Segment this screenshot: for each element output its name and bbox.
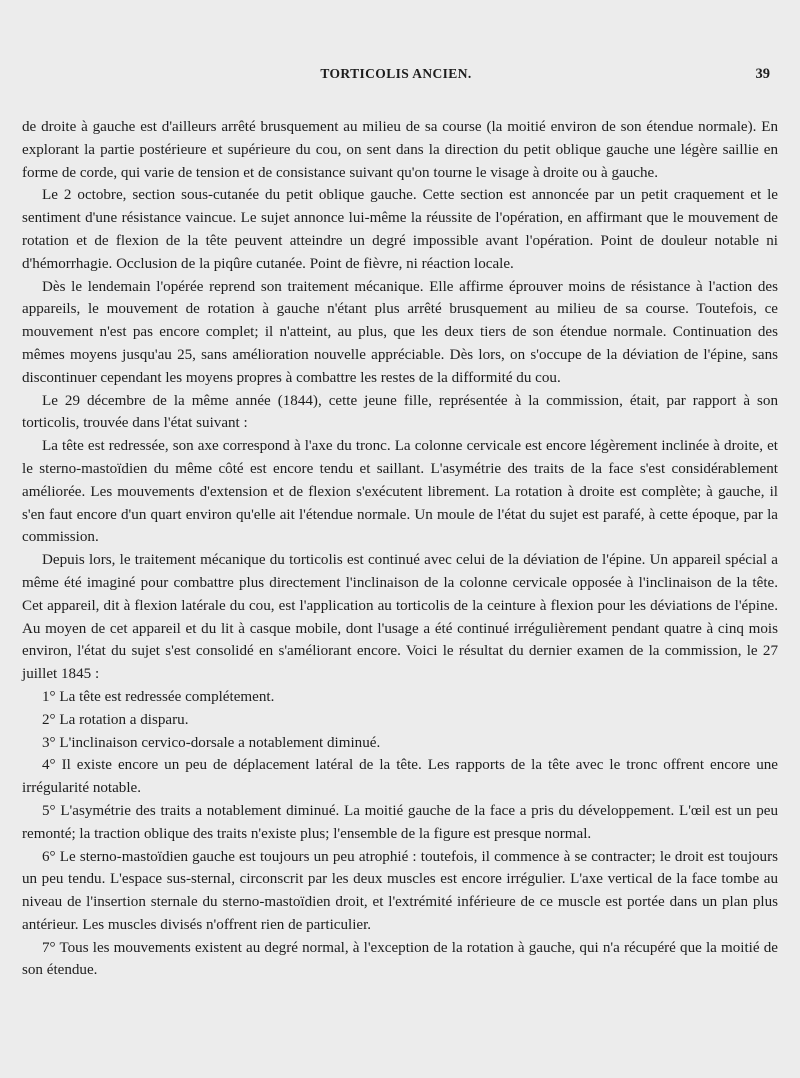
list-item-number: 1°	[42, 688, 56, 705]
list-item-text: Il existe encore un peu de déplacement latéral de la tête. Les rapports de la tête avec le tronc offrent encore une irrégularité notable.	[22, 757, 778, 797]
list-item-number: 2°	[42, 711, 56, 728]
list-item-number: 6°	[42, 848, 56, 865]
list-item-text: L'asymétrie des traits a notablement diminué. La moitié gauche de la face a pris du développement. L'œil est un peu remonté; la traction oblique des traits n'existe plus; l'ensemble de la figure est presque normal.	[22, 802, 779, 842]
running-header	[22, 66, 770, 86]
list-item	[22, 800, 778, 846]
list-item	[22, 754, 778, 800]
paragraph: Dès le lendemain l'opérée reprend son traitement mécanique. Elle affirme éprouver moins de résistance à l'action des appareils, le mouvement de rotation à gauche n'étant plus arrêté brusquement au milieu de sa course. Toutefois, ce mouvement n'est pas encore complet; il n'atteint, au plus, que les deux tiers de son étendue normale. Continuation des mêmes moyens jusqu'au 25, sans amélioration nouvelle appréciable. Dès lors, on s'occupe de la déviation de l'épine, sans discontinuer cependant les moyens propres à combattre les restes de la difformité du cou.	[22, 278, 778, 386]
paragraph-continued: de droite à gauche est d'ailleurs arrêté brusquement au milieu de sa course (la moitié environ de son étendue normale). En explorant la partie postérieure et supérieure du cou, on sent dans la direction du petit oblique gauche une légère saillie en forme de corde, qui varie de tension et de consistance suivant qu'on tourne le visage à droite ou à gauche.	[22, 119, 778, 181]
paragraph: La tête est redressée, son axe correspond à l'axe du tronc. La colonne cervicale est encore légèrement inclinée à droite, et le sterno-mastoïdien du même côté est encore tendu et saillant. L'asymétrie des traits de la face s'est considérablement améliorée. Les mouvements d'extension et de flexion s'exécutent librement. La rotation à droite est complète; à gauche, il s'en faut encore d'un quart environ qu'elle ait l'étendue normale. Un moule de l'état du sujet est parafé, à cette époque, par la commission.	[22, 438, 778, 546]
list-item	[22, 732, 778, 755]
list-item-text: Le sterno-mastoïdien gauche est toujours un peu atrophié : toutefois, il commence à se contracter; le droit est toujours un peu tendu. L'espace sus-sternal, circonscrit par les deux muscles est encore irrégulier. L'axe vertical de la face tombe au niveau de l'insertion sternale du sterno-mastoïdien droit, et l'extrémité inférieure de ce muscle est portée dans un plan plus antérieur. Les muscles divisés n'offrent rien de particulier.	[22, 848, 779, 933]
list-item	[22, 686, 778, 709]
paragraph: Depuis lors, le traitement mécanique du torticolis est continué avec celui de la déviation de l'épine. Un appareil spécial a même été imaginé pour combattre plus directement l'inclinaison de la colonne cervicale opposée à l'inclinaison de la tête. Cet appareil, dit à flexion latérale du cou, est l'application au torticolis de la ceinture à flexion pour les déviations de l'épine. Au moyen de cet appareil et du lit à casque mobile, dont l'usage a été continué irrégulièrement pendant quatre à cinq mois environ, l'état du sujet s'est consolidé en s'améliorant encore. Voici le résultat du dernier examen de la commission, le 27 juillet 1845 :	[22, 552, 778, 683]
list-item-text: Tous les mouvements existent au degré normal, à l'exception de la rotation à gauche, qui n'a récupéré que la moitié de son étendue.	[22, 939, 778, 979]
list-item-text: La rotation a disparu.	[59, 711, 189, 728]
list-item-number: 7°	[42, 939, 56, 956]
paragraph: Le 29 décembre de la même année (1844), cette jeune fille, représentée à la commission, était, par rapport à son torticolis, trouvée dans l'état suivant :	[22, 392, 778, 432]
list-item-text: L'inclinaison cervico-dorsale a notablement diminué.	[59, 734, 381, 751]
paragraph: Le 2 octobre, section sous-cutanée du petit oblique gauche. Cette section est annoncée par un petit craquement et le sentiment d'une résistance vaincue. Le sujet annonce lui-même la réussite de l'opération, en affirmant que le mouvement de rotation et de flexion de la tête peuvent atteindre un degré impossible avant l'opération. Point de douleur notable ni d'hémorrhagie. Occlusion de la piqûre cutanée. Point de fièvre, ni réaction locale.	[22, 187, 778, 272]
list-item	[22, 709, 778, 732]
body-text	[22, 116, 778, 982]
list-item-number: 3°	[42, 734, 56, 751]
running-title: TORTICOLIS ANCIEN.	[320, 66, 472, 81]
list-item-number: 4°	[42, 757, 56, 774]
list-item	[22, 846, 778, 937]
page-number: 39	[755, 66, 770, 82]
list-item	[22, 937, 778, 983]
list-item-number: 5°	[42, 802, 56, 819]
list-item-text: La tête est redressée complétement.	[59, 688, 275, 705]
